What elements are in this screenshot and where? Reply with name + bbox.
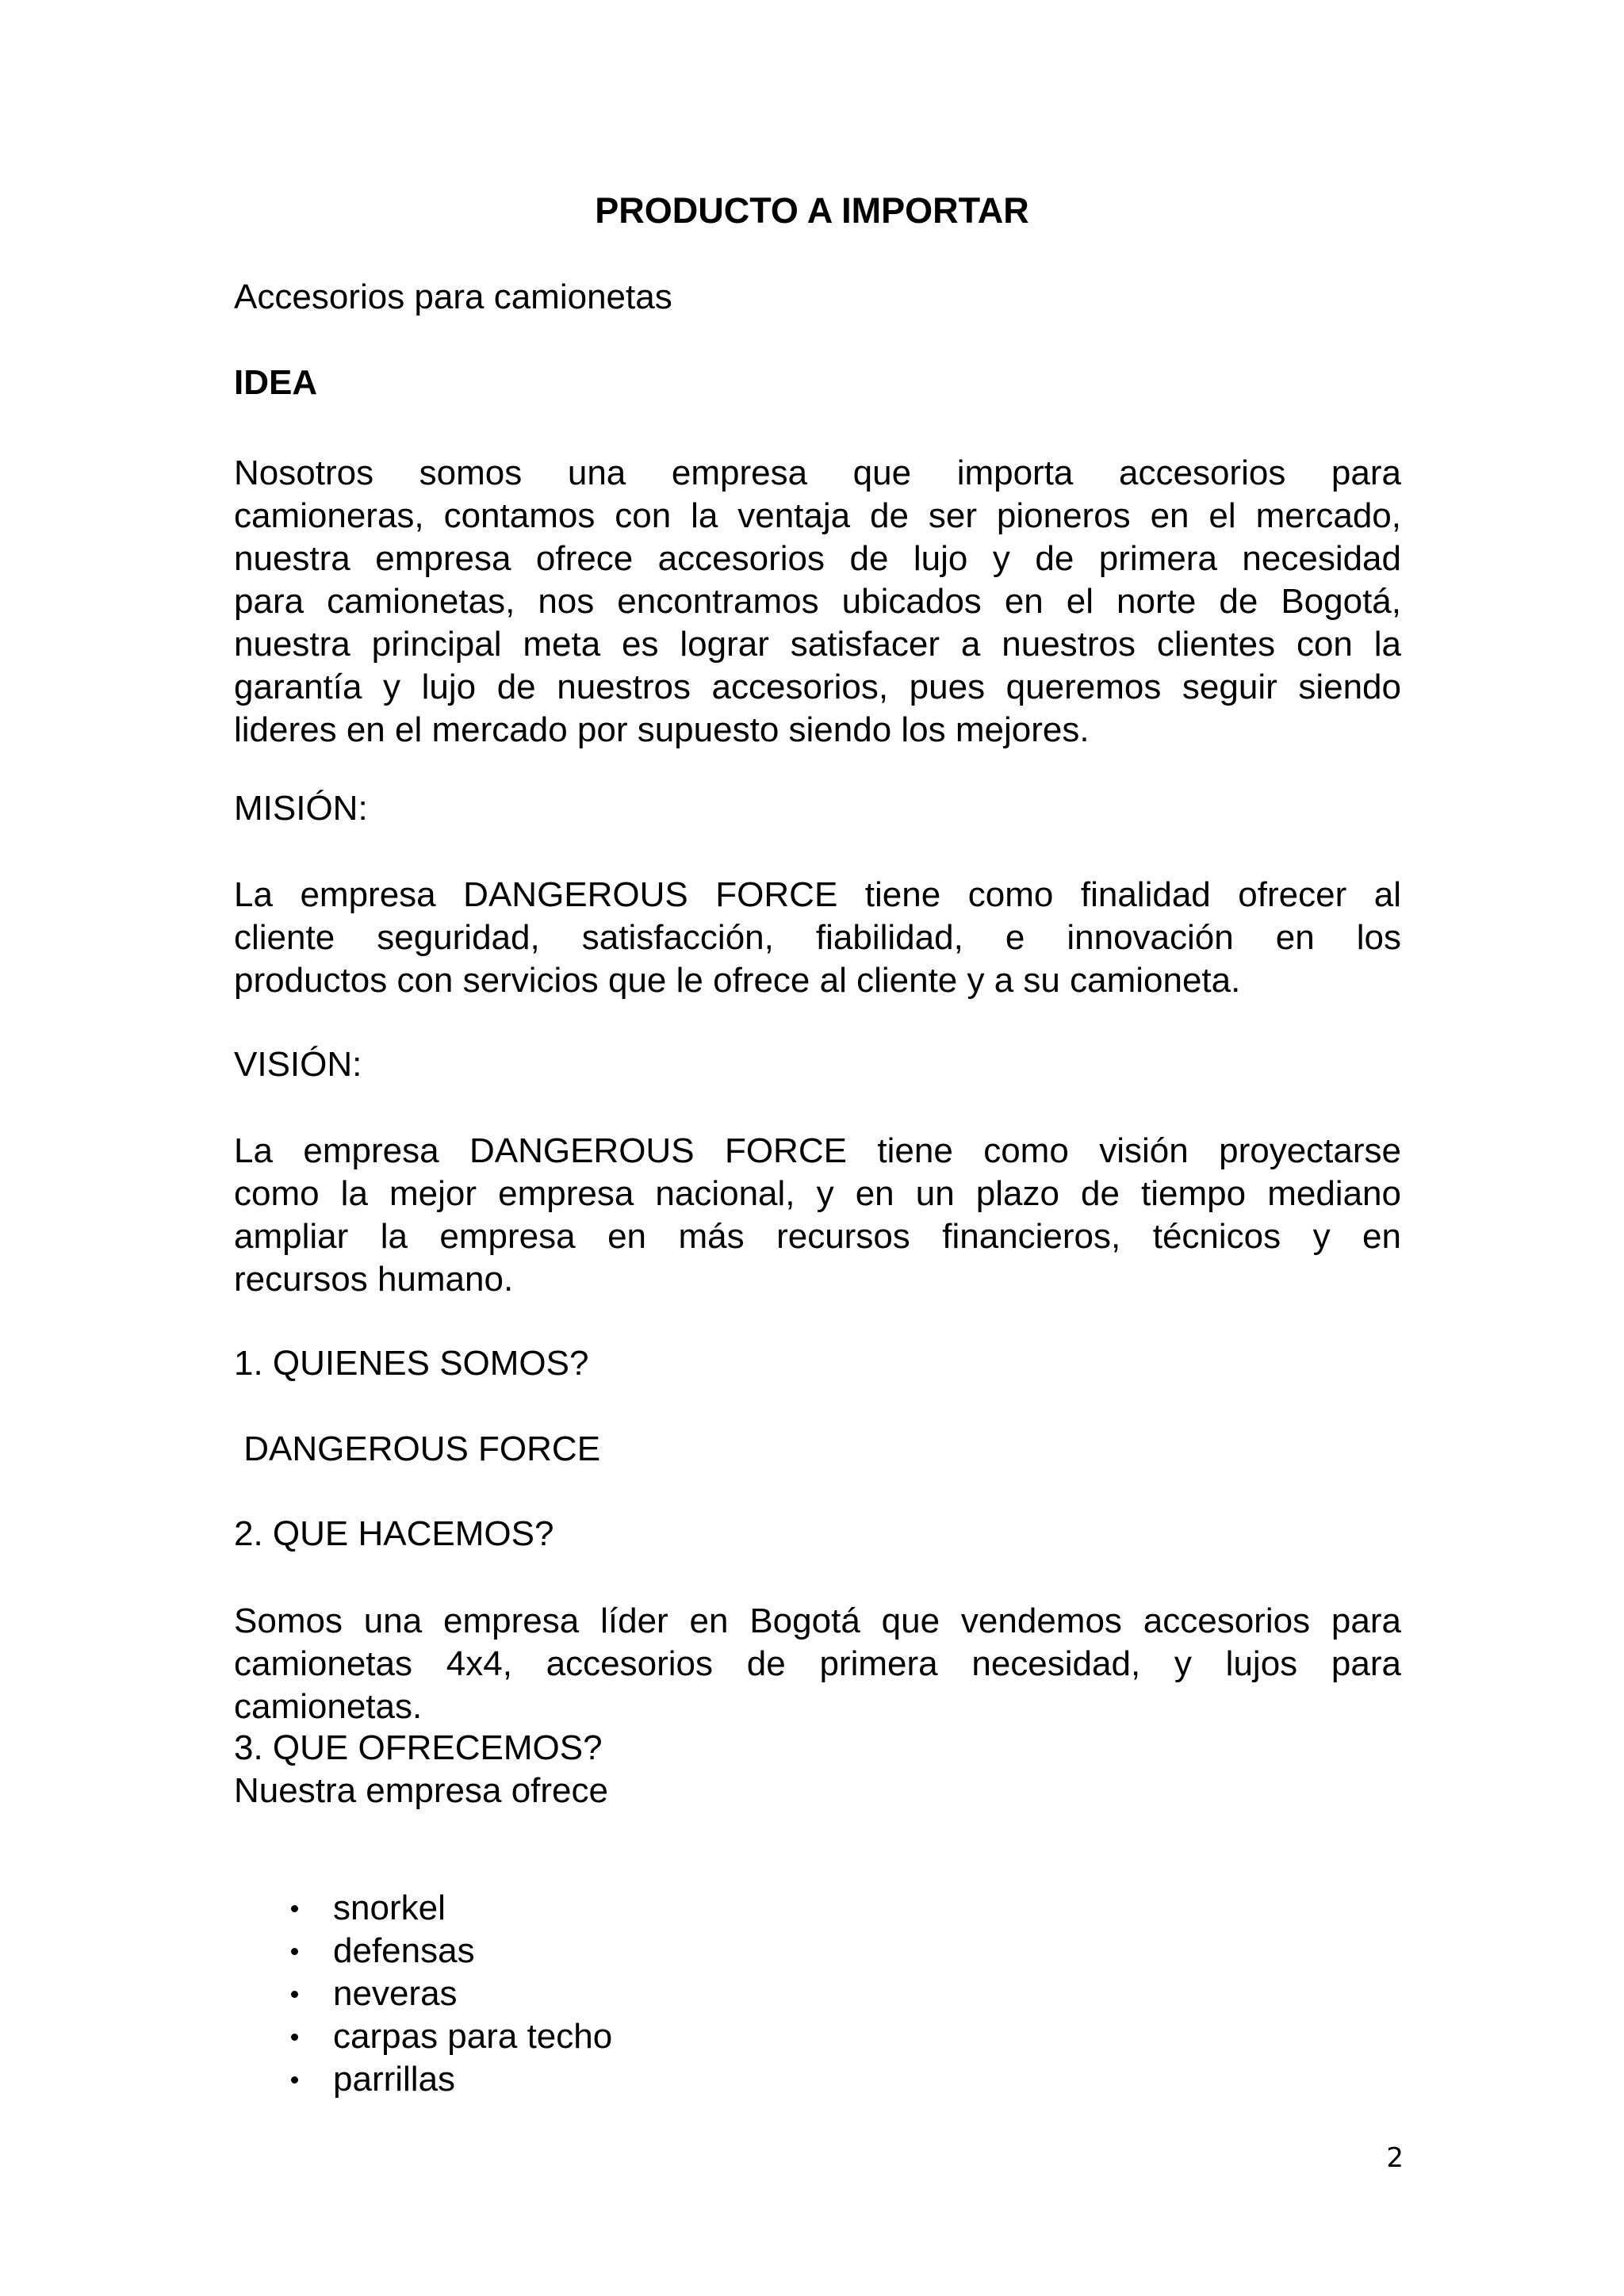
paragraph-line: Nosotros somos una empresa que importa accesorios para <box>234 453 1401 492</box>
bullet-icon <box>291 2034 298 2041</box>
offering-label: neveras <box>333 1974 458 2013</box>
paragraph-line: para camionetas, nos encontramos ubicados en el norte de Bogotá, <box>234 582 1401 621</box>
vision-paragraph <box>234 1130 1401 1301</box>
paragraph-line: recursos humano. <box>234 1260 514 1299</box>
bullet-icon <box>291 1991 298 1998</box>
product-line: Accesorios para camionetas <box>234 277 672 316</box>
paragraph-line: garantía y lujo de nuestros accesorios, pues queremos seguir siendo <box>234 668 1401 706</box>
mision-paragraph <box>234 874 1401 1002</box>
paragraph-line: nuestra empresa ofrece accesorios de lujo y de primera necesidad <box>234 539 1401 578</box>
question-quienes-somos: 1. QUIENES SOMOS? <box>234 1344 589 1383</box>
offerings-list <box>282 1887 612 2101</box>
question-que-hacemos: 2. QUE HACEMOS? <box>234 1514 554 1553</box>
paragraph-line: La empresa DANGEROUS FORCE tiene como visión proyectarse <box>234 1131 1401 1170</box>
paragraph-line: productos con servicios que le ofrece al cliente y a su camioneta. <box>234 961 1241 1000</box>
paragraph-line: camioneras, contamos con la ventaja de ser pioneros en el mercado, <box>234 496 1401 535</box>
bullet-icon <box>291 1905 298 1912</box>
idea-heading: IDEA <box>234 363 318 402</box>
list-item <box>282 1930 612 1973</box>
que-hacemos-paragraph <box>234 1600 1401 1728</box>
paragraph-line: nuestra principal meta es lograr satisfacer a nuestros clientes con la <box>234 625 1401 664</box>
mision-heading: MISIÓN: <box>234 789 368 828</box>
list-item <box>282 1887 612 1930</box>
offering-label: snorkel <box>333 1888 446 1927</box>
offering-label: defensas <box>333 1931 475 1970</box>
bullet-icon <box>291 1948 298 1955</box>
paragraph-line: cliente seguridad, satisfacción, fiabilidad, e innovación en los <box>234 918 1401 957</box>
paragraph-line: camionetas 4x4, accesorios de primera necesidad, y lujos para <box>234 1644 1401 1683</box>
list-item <box>282 1973 612 2015</box>
paragraph-line: La empresa DANGEROUS FORCE tiene como finalidad ofrecer al <box>234 875 1401 914</box>
paragraph-line: lideres en el mercado por supuesto siendo los mejores. <box>234 710 1090 749</box>
paragraph-line: Somos una empresa líder en Bogotá que vendemos accesorios para <box>234 1601 1401 1640</box>
page-number: 2 <box>1386 2142 1404 2174</box>
company-name: DANGEROUS FORCE <box>234 1429 601 1468</box>
list-item <box>282 2015 612 2058</box>
list-item <box>282 2058 612 2101</box>
offering-label: parrillas <box>333 2060 456 2099</box>
bullet-icon <box>291 2076 298 2084</box>
paragraph-line: como la mejor empresa nacional, y en un plazo de tiempo mediano <box>234 1174 1401 1213</box>
offerings-intro: Nuestra empresa ofrece <box>234 1771 608 1810</box>
paragraph-line: ampliar la empresa en más recursos financieros, técnicos y en <box>234 1217 1401 1256</box>
offering-label: carpas para techo <box>333 2017 613 2056</box>
idea-paragraph <box>234 452 1401 752</box>
page-title: PRODUCTO A IMPORTAR <box>595 190 1029 231</box>
paragraph-line: camionetas. <box>234 1687 423 1726</box>
question-que-ofrecemos: 3. QUE OFRECEMOS? <box>234 1728 603 1767</box>
vision-heading: VISIÓN: <box>234 1045 362 1084</box>
